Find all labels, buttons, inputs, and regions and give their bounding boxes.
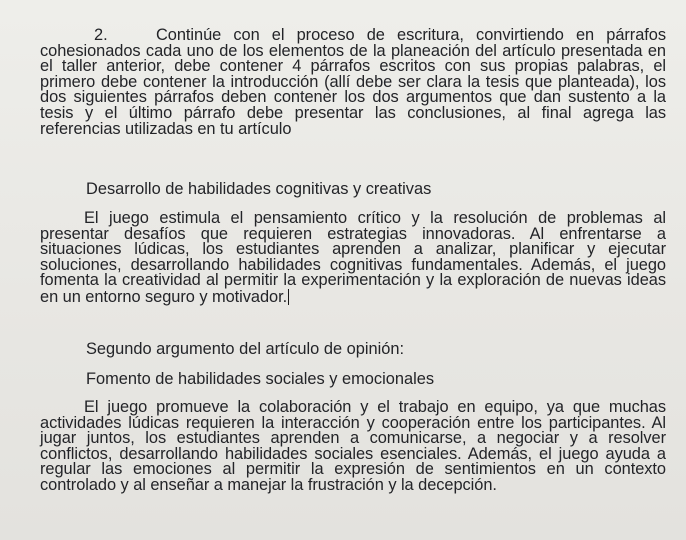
- section1-paragraph-text: El juego estimula el pensamiento crítico y la resolución de problemas al presentar desafíos que requieren estrategias innovadoras. Al enfrentarse a situaciones lúdicas, los estudiantes aprenden a analizar, planificar y ejecutar soluciones, desarrollando habilidades cognitivas fundamentales. Además, el juego fomenta la creatividad al permitir la experimentación y la exploración de nuevas ideas en un entorno seguro y motivador.: [40, 209, 666, 306]
- instruction-paragraph: [40, 28, 666, 137]
- instruction-text: Continúe con el proceso de escritura, convirtiendo en párrafos cohesionados cada uno de los elementos de la planeación del artículo presentada en el taller anterior, debe contener 4 párrafos escritos con sus propias palabras, el primero debe contener la introducción (allí debe ser clara la tesis que planteada), los dos siguientes párrafos deben contener los dos argumentos que dan sustento a la tesis y el último párrafo debe presentar las conclusiones, al final agrega las referencias utilizadas en tu artículo: [40, 26, 666, 138]
- section2-paragraph-text: El juego promueve la colaboración y el trabajo en equipo, ya que muchas actividades lúdicas requieren la interacción y cooperación entre los participantes. Al jugar juntos, los estudiantes aprenden a comunicarse, a negociar y a resolver conflictos, desarrollando habilidades sociales esenciales. Además, el juego ayuda a regular las emociones al permitir la expresión de sentimientos en un contexto controlado y al enseñar a manejar la frustración y la decepción.: [40, 398, 666, 494]
- section2-label: Segundo argumento del artículo de opinión:: [86, 340, 405, 358]
- section2-paragraph: [40, 400, 666, 494]
- section1-heading: Desarrollo de habilidades cognitivas y creativas: [86, 180, 432, 198]
- text-cursor: [288, 289, 289, 305]
- section2-heading: Fomento de habilidades sociales y emocionales: [86, 370, 435, 388]
- section1-paragraph[interactable]: [40, 211, 666, 306]
- instruction-number: 2.: [94, 26, 108, 44]
